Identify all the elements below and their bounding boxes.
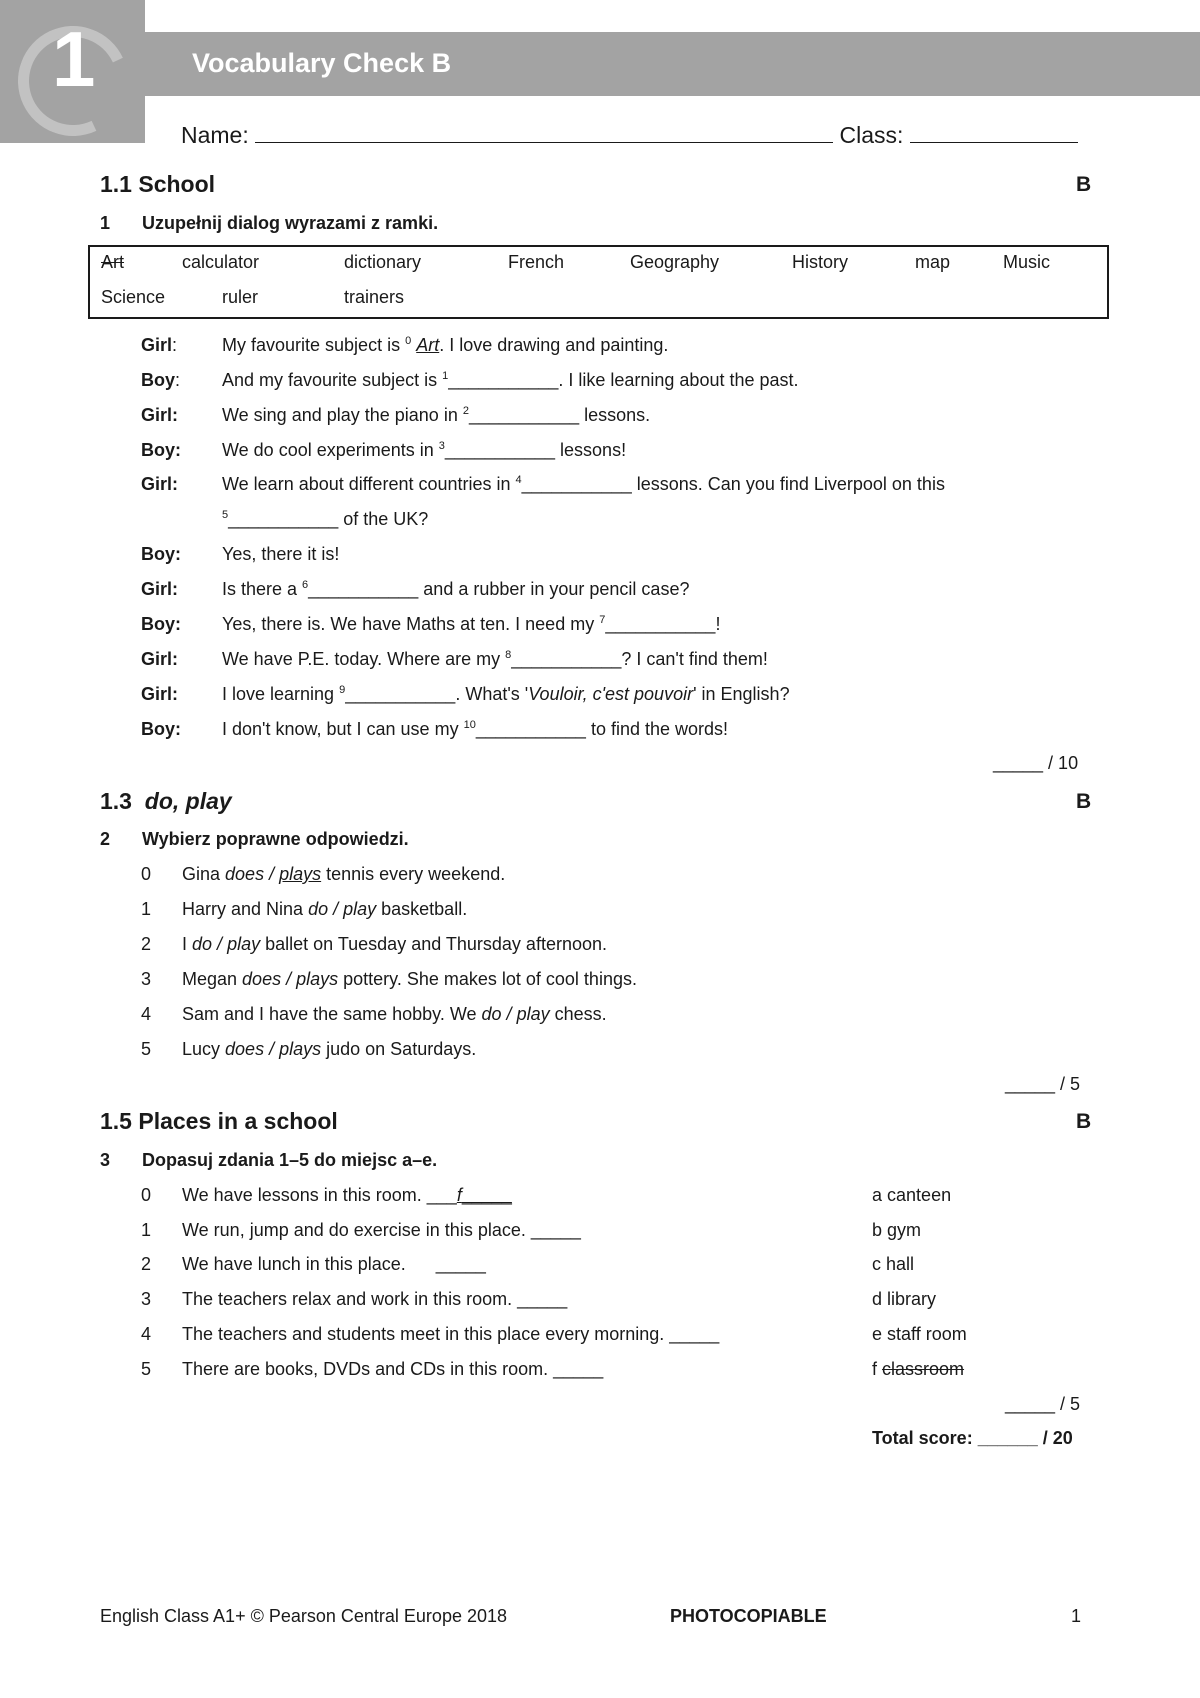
choice-option[interactable]: do	[308, 899, 329, 919]
choice-option[interactable]: plays	[279, 1039, 322, 1059]
item-number: 0	[141, 1185, 152, 1205]
option-item: c hall	[872, 1254, 915, 1274]
choice-option[interactable]: plays	[296, 969, 339, 989]
item-number: 5	[141, 1359, 152, 1379]
section-1-instruction	[100, 213, 438, 234]
item-number: 2	[141, 1254, 152, 1274]
word-box-item: History	[792, 252, 849, 272]
option-item: d library	[872, 1289, 937, 1309]
section-1-score: _____ / 10	[993, 753, 1079, 773]
answer-blank[interactable]: ___________	[475, 719, 586, 739]
word-box	[88, 245, 1109, 319]
dialog-line: We have P.E. today. Where are my $^8$___________? I can't find them!	[222, 649, 768, 669]
answer-blank[interactable]: ___________	[228, 509, 339, 529]
dialog-line: I don't know, but I can use my $^{10}$___________ to find the words!	[222, 719, 729, 739]
section-2-instruction: 2 Wybierz poprawne odpowiedzi.	[100, 829, 409, 849]
dialog-speaker: Girl:	[141, 474, 179, 494]
page-title: Vocabulary Check B	[192, 48, 452, 78]
example-answer: Art	[416, 335, 440, 355]
dialog-speaker: Boy:	[141, 370, 181, 390]
list-item: We have lessons in this room. ___f_____	[182, 1185, 512, 1205]
instruction-text: Uzupełnij dialog wyrazami z ramki.	[142, 213, 439, 233]
dialog-line: We sing and play the piano in $^2$___________ lessons.	[222, 405, 651, 425]
choice-option[interactable]: play	[227, 934, 261, 954]
dialog-speaker: Girl:	[141, 405, 179, 425]
list-item[interactable]: The teachers relax and work in this room. _____	[182, 1289, 568, 1309]
choice-option-selected[interactable]: plays	[279, 864, 322, 884]
dialog-line: I love learning $^9$___________. What's 'Vouloir, c'est pouvoir' in English?	[222, 684, 790, 704]
answer-blank[interactable]: ___________	[444, 440, 556, 460]
list-item: Megan does / plays pottery. She makes lot of cool things.	[182, 969, 637, 989]
dialog-speaker: Boy:	[141, 544, 181, 564]
list-item: Harry and Nina do / play basketball.	[182, 899, 468, 919]
choice-option[interactable]: does	[225, 864, 265, 884]
instruction-number: 1	[100, 213, 111, 233]
word-box-item: ruler	[222, 287, 259, 307]
section-2-letter: B	[1076, 790, 1092, 813]
answer-blank[interactable]: ___________	[448, 370, 559, 390]
unit-number: 1	[52, 15, 96, 103]
list-item[interactable]: The teachers and students meet in this place every morning. _____	[182, 1324, 720, 1344]
section-2-score: _____ / 5	[1005, 1074, 1081, 1094]
dialog-speaker: Boy:	[141, 614, 181, 634]
footer-photocopiable: PHOTOCOPIABLE	[670, 1606, 827, 1626]
example-answer: f	[456, 1185, 462, 1205]
answer-blank[interactable]: ___________	[521, 474, 632, 494]
dialog-line: And my favourite subject is $^1$___________. I like learning about the past.	[222, 370, 799, 390]
item-number: 5	[141, 1039, 152, 1059]
dialog-speaker: Girl:	[141, 579, 179, 599]
dialog-line: Yes, there is. We have Maths at ten. I need my $^7$___________!	[222, 614, 721, 634]
section-1-title: 1.1 School	[100, 171, 216, 197]
list-item: Sam and I have the same hobby. We do / play chess.	[182, 1004, 607, 1024]
list-item[interactable]: There are books, DVDs and CDs in this room. _____	[182, 1359, 604, 1379]
choice-option[interactable]: does	[225, 1039, 265, 1059]
choice-option[interactable]: does	[242, 969, 282, 989]
dialog-line: Is there a $^6$___________ and a rubber in your pencil case?	[222, 579, 690, 599]
word-box-item: Science	[101, 287, 166, 307]
answer-blank[interactable]: ___________	[468, 405, 580, 425]
item-number: 1	[141, 1220, 152, 1240]
choice-option[interactable]: do	[481, 1004, 502, 1024]
word-box-item: French	[508, 252, 565, 272]
word-box-item: map	[915, 252, 951, 272]
option-item: a canteen	[872, 1185, 952, 1205]
word-box-item: calculator	[182, 252, 260, 272]
section-2-title: 1.3 do, play	[100, 788, 232, 814]
option-item: e staff room	[872, 1324, 967, 1344]
dialog-speaker: Boy:	[141, 719, 181, 739]
dialog-speaker: Girl:	[141, 649, 179, 669]
list-item[interactable]: We have lunch in this place. _____	[182, 1254, 486, 1274]
item-number: 3	[141, 969, 152, 989]
list-item: I do / play ballet on Tuesday and Thursday afternoon.	[182, 934, 607, 954]
footer-copyright: English Class A1+ © Pearson Central Europe 2018	[100, 1606, 508, 1626]
name-label: Name:	[181, 122, 249, 148]
dialog-speaker: Girl:	[141, 684, 179, 704]
dialog-line: $^5$___________ of the UK?	[222, 509, 429, 529]
answer-blank[interactable]: ___________	[511, 649, 622, 669]
dialog-line: Yes, there it is!	[222, 544, 340, 564]
word-box-item: trainers	[344, 287, 405, 307]
word-box-item: Music	[1003, 252, 1051, 272]
dialog-speaker: Girl:	[141, 335, 178, 355]
section-3-title: 1.5 Places in a school	[100, 1108, 338, 1134]
option-item: b gym	[872, 1220, 922, 1240]
option-item: f classroom	[872, 1359, 965, 1379]
answer-blank[interactable]: ___________	[345, 684, 456, 704]
section-3-instruction: 3 Dopasuj zdania 1–5 do miejsc a–e.	[100, 1150, 438, 1170]
word-box-item: Geography	[630, 252, 720, 272]
answer-blank[interactable]: ___________	[308, 579, 419, 599]
total-score: Total score: ______ / 20	[872, 1428, 1073, 1448]
item-number: 2	[141, 934, 152, 954]
list-item: Lucy does / plays judo on Saturdays.	[182, 1039, 477, 1059]
item-number: 1	[141, 899, 152, 919]
choice-option[interactable]: play	[343, 899, 377, 919]
list-item: Gina does / plays tennis every weekend.	[182, 864, 506, 884]
class-field[interactable]	[910, 120, 1078, 143]
dialog-line: My favourite subject is $^0$ Art. I love drawing and painting.	[222, 335, 669, 355]
class-label: Class:	[839, 122, 904, 148]
name-field[interactable]	[255, 120, 833, 143]
section-3-score: _____ / 5	[1005, 1394, 1081, 1414]
item-number: 4	[141, 1004, 152, 1024]
choice-option[interactable]: play	[516, 1004, 550, 1024]
dialog-speaker: Boy:	[141, 440, 181, 460]
answer-blank[interactable]: ___________	[605, 614, 716, 634]
footer-page-number: 1	[1071, 1606, 1082, 1626]
choice-option[interactable]: do	[192, 934, 213, 954]
dialog-line: We learn about different countries in $^4$___________ lessons. Can you find Liverpool on this	[222, 474, 945, 494]
section-1-letter: B	[1076, 173, 1092, 196]
section-3-letter: B	[1076, 1110, 1092, 1133]
dialog-line: We do cool experiments in $^3$___________ lessons!	[222, 440, 627, 460]
item-number: 0	[141, 864, 152, 884]
item-number: 4	[141, 1324, 152, 1344]
word-box-item: dictionary	[344, 252, 422, 272]
word-box-item: Art	[101, 252, 125, 272]
name-class-row	[181, 120, 1078, 149]
list-item[interactable]: We run, jump and do exercise in this place. _____	[182, 1220, 581, 1240]
item-number: 3	[141, 1289, 152, 1309]
